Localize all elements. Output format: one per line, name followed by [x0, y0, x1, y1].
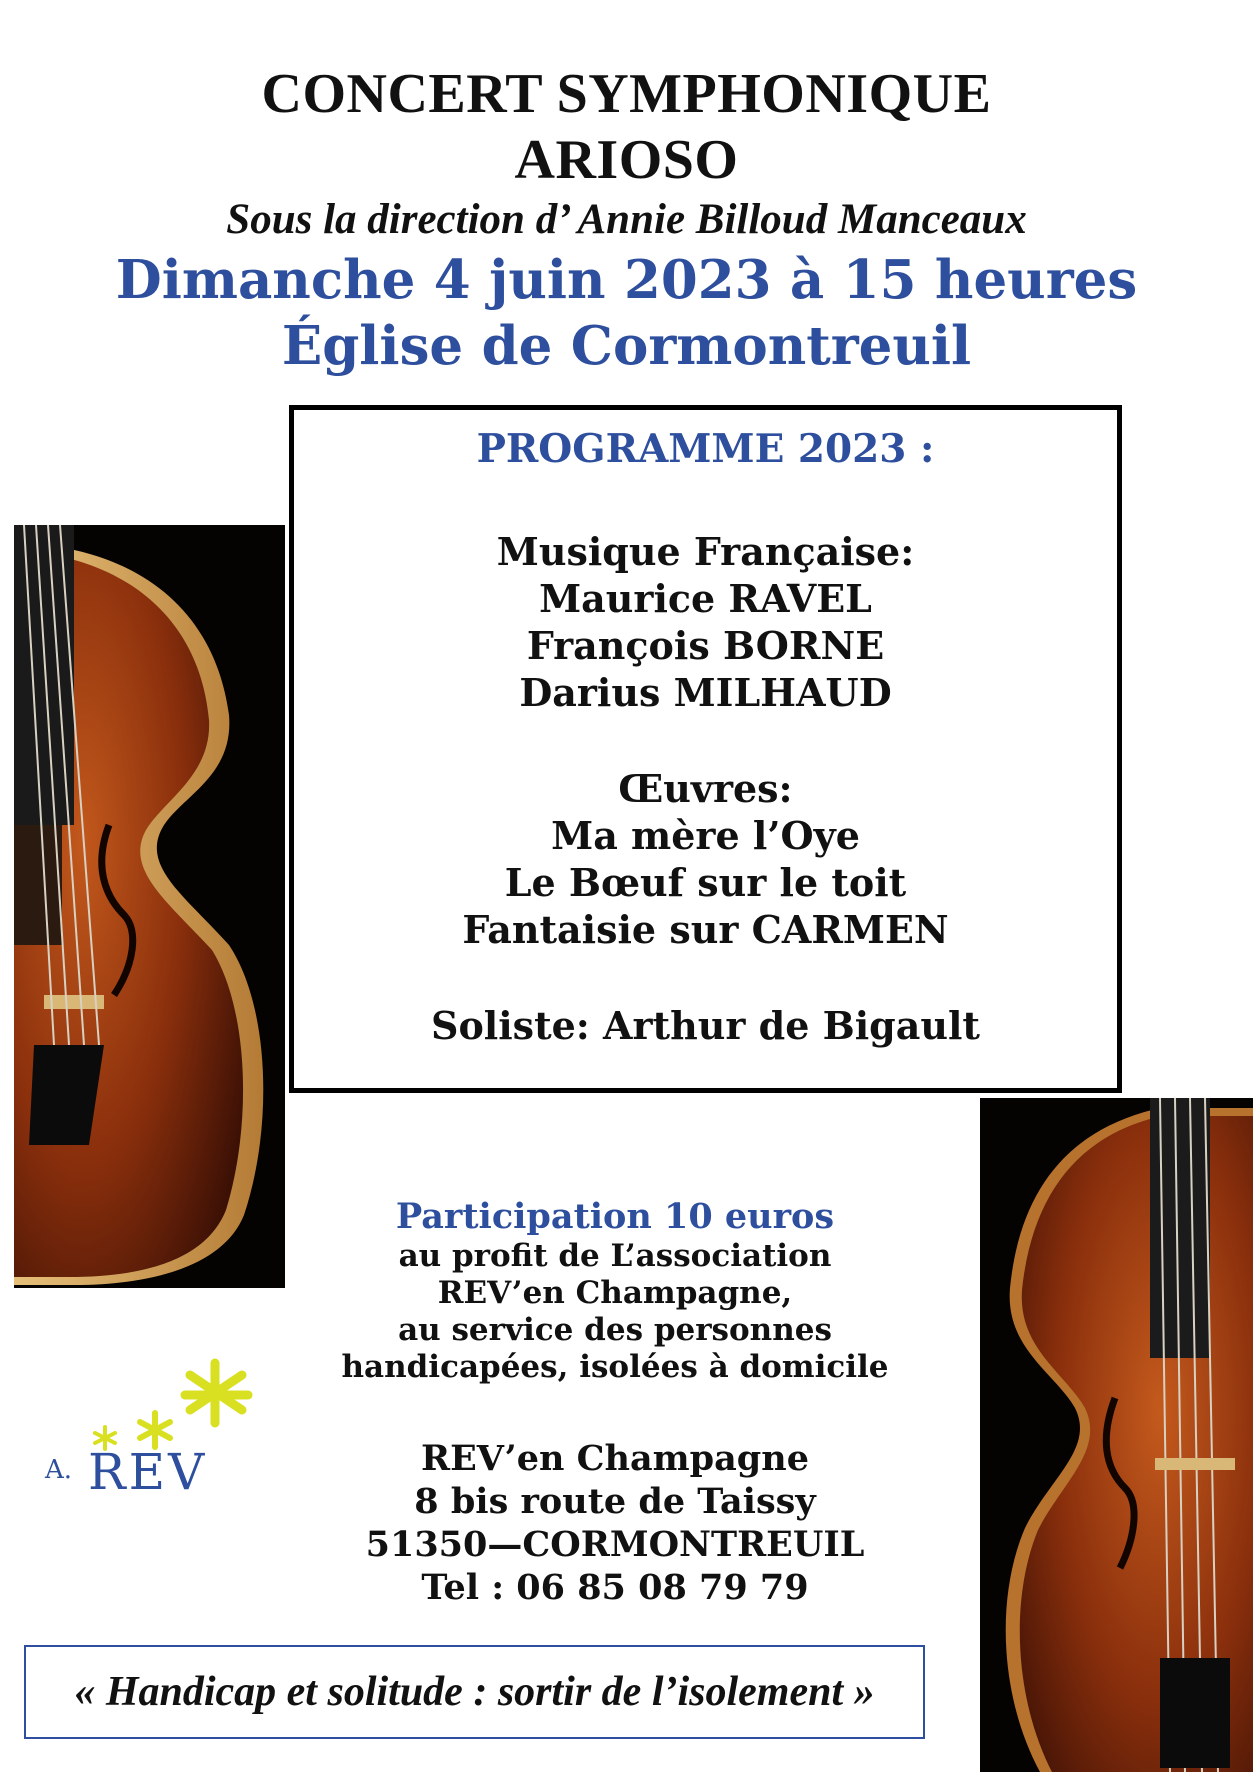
violin-left-illustration [14, 525, 285, 1288]
violin-right-illustration [980, 1098, 1253, 1772]
participation-price: Participation 10 euros [395, 1196, 835, 1237]
orchestra-name: ARIOSO [514, 129, 739, 191]
arev-logo [40, 1355, 270, 1515]
contact-block [340, 1437, 890, 1609]
conductor-line: Sous la direction d’ Annie Billoud Manceaux [226, 196, 1027, 243]
composer-item: Darius MILHAUD [519, 670, 892, 715]
concert-date: Dimanche 4 juin 2023 à 15 heures [115, 249, 1138, 311]
works-section [294, 765, 1117, 953]
participation-line: REV’en Champagne, [437, 1275, 793, 1311]
participation-line: handicapées, isolées à domicile [341, 1349, 889, 1385]
work-item: Fantaisie sur CARMEN [462, 907, 949, 952]
concert-title: CONCERT SYMPHONIQUE [261, 63, 992, 125]
soloist-section [294, 1002, 1117, 1049]
music-heading: Musique Française: [496, 529, 915, 574]
composers-section [294, 528, 1117, 716]
participation-line: au profit de L’association [398, 1238, 832, 1274]
participation-block [340, 1196, 890, 1386]
work-item: Le Bœuf sur le toit [504, 860, 907, 905]
contact-city: 51350—CORMONTREUIL [365, 1524, 865, 1565]
programme-box [289, 405, 1122, 1093]
contact-name: REV’en Champagne [420, 1438, 809, 1479]
logo-name: REV [88, 1443, 208, 1501]
composer-item: François BORNE [526, 623, 885, 668]
programme-title: PROGRAMME 2023 : [476, 426, 935, 472]
logo-prefix: A. [45, 1455, 73, 1485]
slogan-text: « Handicap et solitude : sortir de l’isolement » [74, 1669, 875, 1715]
slogan-box [24, 1645, 925, 1739]
contact-street: 8 bis route de Taissy [414, 1481, 816, 1522]
participation-line: au service des personnes [398, 1312, 832, 1348]
soloist: Soliste: Arthur de Bigault [431, 1003, 980, 1048]
work-item: Ma mère l’Oye [551, 813, 860, 858]
contact-phone: Tel : 06 85 08 79 79 [421, 1567, 809, 1608]
concert-venue: Église de Cormontreuil [281, 315, 972, 377]
composer-item: Maurice RAVEL [539, 576, 872, 621]
works-heading: Œuvres: [618, 766, 793, 811]
violin-image-left [14, 525, 285, 1288]
violin-image-right [980, 1098, 1253, 1772]
